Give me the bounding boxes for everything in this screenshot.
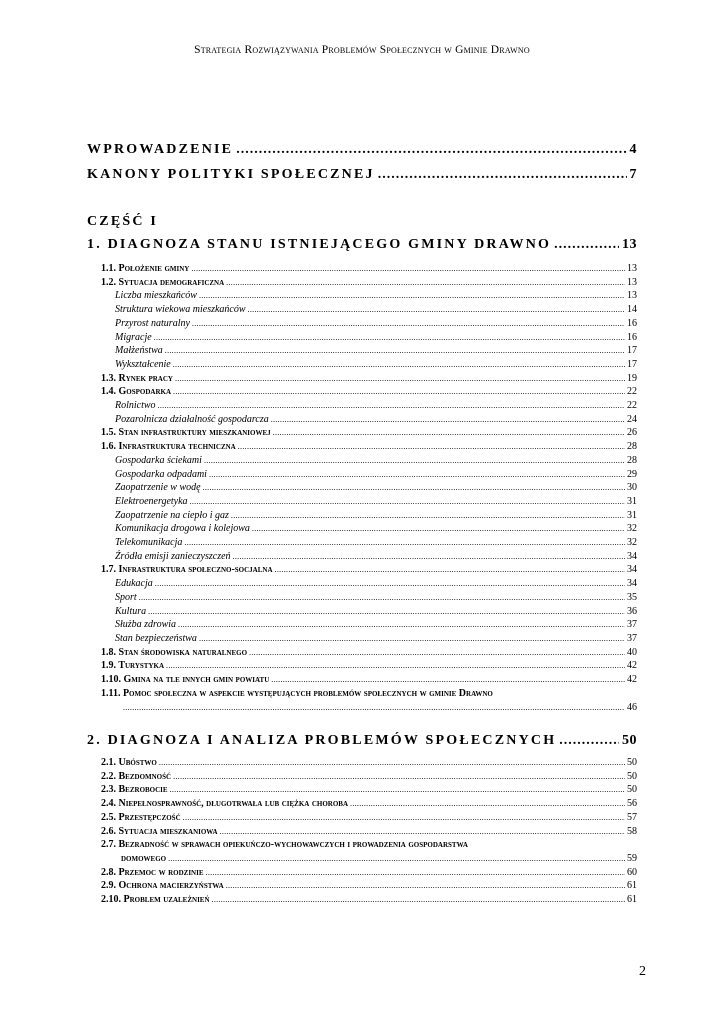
dot-leader [226,276,625,290]
toc-subentry[interactable] [101,605,637,619]
toc-subentry[interactable] [101,591,637,605]
dot-leader [273,426,625,440]
toc-subentry[interactable] [101,536,637,550]
toc-entry-label: 1.1. Położenie gminy [101,263,190,274]
toc-page-number: 24 [627,413,637,425]
toc-page-number: 42 [627,660,637,672]
toc-page-number: 61 [627,880,637,892]
toc-page-number: 46 [627,701,637,713]
dot-leader [559,733,619,749]
toc-page-number: 16 [627,317,637,329]
toc-entry-label: Komunikacja drogowa i kolejowa [115,523,250,535]
toc-entry-label: Zaopatrzenie na ciepło i gaz [115,509,229,521]
toc-entry-label: Stan bezpieczeństwa [115,632,197,644]
toc-subentry[interactable] [101,468,637,482]
toc-page-number: 50 [622,733,637,748]
toc-page-number: 34 [627,578,637,590]
dot-leader [166,659,625,673]
toc-subentry[interactable] [101,577,637,591]
dot-leader [170,783,625,797]
toc-subentry[interactable] [101,317,637,331]
dot-leader [190,495,625,509]
toc-subentry[interactable] [101,289,637,303]
dot-leader [159,756,625,770]
toc-entry-label: Telekomunikacja [115,537,183,549]
toc-page-number: 61 [627,894,637,906]
toc-entry-label: 1.5. Stan infrastruktury mieszkaniowej [101,427,271,439]
toc-entry-label: Gospodarka ściekami [115,454,202,466]
dot-leader [212,893,625,907]
dot-leader [233,550,625,564]
dot-leader [271,673,625,687]
toc-entry-label: Pozarolnicza działalność gospodarcza [115,413,269,425]
toc-entry[interactable] [101,893,637,907]
toc-page-number: 50 [627,770,637,782]
toc-entry-label: 1.2. Sytuacja demograficzna [101,276,225,288]
dot-leader [199,289,625,303]
toc-entry-label: 1.8. Stan środowiska naturalnego [101,646,248,658]
dot-leader [183,811,625,825]
toc-entry-label: 2.5. Przestępczość [101,811,181,823]
toc-entry-label: 2.3. Bezrobocie [101,784,168,796]
dot-leader [178,618,625,632]
toc-entry-label: Edukacja [115,578,153,590]
dot-leader [220,825,625,839]
dot-leader [236,142,626,158]
toc-entry-label: Kultura [115,605,147,617]
dot-leader [192,317,625,331]
dot-leader [378,167,627,183]
dot-leader [173,385,625,399]
dot-leader [191,262,625,276]
toc-page-number: 30 [627,482,637,494]
toc-subentry[interactable] [101,303,637,317]
toc-entry-label: Sport [115,591,137,603]
toc-page-number: 32 [627,537,637,549]
toc-entry-label: Migracje [115,331,152,343]
dot-leader [206,866,625,880]
dot-leader [203,481,625,495]
toc-list-section-1 [101,262,637,714]
toc-subentry[interactable] [101,344,637,358]
dot-leader [123,701,625,715]
toc-subentry[interactable] [101,413,637,427]
toc-entry-label: Źródła emisji zanieczyszczeń [115,550,231,562]
toc-entry-label: 1.10. Gmina na tle innych gmin powiatu [101,674,270,686]
toc-subentry[interactable] [101,550,637,564]
toc-page-number: 22 [627,400,637,412]
dot-leader [252,522,625,536]
toc-entry[interactable] [101,687,637,714]
toc-page-number: 13 [627,290,637,302]
toc-entry[interactable] [101,811,637,825]
dot-leader [554,237,619,253]
toc-entry-label: 1.4. Gospodarka [101,386,172,398]
toc-page-number: 42 [627,674,637,686]
toc-entry-label: 2.1. Ubóstwo [101,757,157,768]
toc-entry-label: Elektroenergetyka [115,495,188,507]
toc-section-label: 1. DIAGNOZA STANU ISTNIEJĄCEGO GMINY DRAWNO [87,237,552,252]
toc-entry[interactable] [101,563,637,577]
toc-subentry[interactable] [101,399,637,413]
toc-entry[interactable] [101,426,637,440]
toc-entry-label: 2.7. Bezradność w sprawach opiekuńczo-wychowawczych i prowadzenia gospodarstwa [101,839,468,851]
toc-page-number: 16 [627,331,637,343]
dot-leader [209,468,625,482]
toc-page-number: 35 [627,591,637,603]
dot-leader [155,577,625,591]
dot-leader [173,358,625,372]
toc-page-number: 34 [627,550,637,562]
toc-page-number: 28 [627,441,637,453]
dot-leader [148,605,625,619]
toc-entry[interactable] [101,879,637,893]
toc-page-number: 14 [627,304,637,316]
toc-entry[interactable] [101,838,637,865]
toc-subentry[interactable] [101,618,637,632]
toc-entry-label: Zaopatrzenie w wodę [115,482,201,494]
toc-page-number: 59 [627,852,637,864]
dot-leader [226,879,625,893]
toc-entry-label: 1.3. Rynek pracy [101,372,173,384]
toc-entry-label: 2.9. Ochrona macierzyństwa [101,880,224,892]
toc-page-number: 7 [629,167,637,182]
toc-entry-continuation [101,852,637,866]
toc-entry-label: domowego [121,852,167,864]
toc-page-number: 31 [627,509,637,521]
toc-page-number: 60 [627,866,637,878]
toc-entry[interactable] [101,276,637,290]
toc-page-number: 57 [627,811,637,823]
toc-page-number: 56 [627,798,637,810]
toc-entry-label: 2.8. Przemoc w rodzinie [101,866,204,878]
toc-page-number: 26 [627,427,637,439]
toc-entry-label: KANONY POLITYKI SPOŁECZNEJ [87,167,375,182]
dot-leader [168,852,625,866]
toc-page-number: 50 [627,757,637,768]
toc-entry[interactable] [101,646,637,660]
toc-entry-label: 1.6. Infrastruktura techniczna [101,441,236,453]
toc-entry[interactable] [101,756,637,770]
toc-entry-label: 2.2. Bezdomność [101,770,172,782]
toc-entry-introduction[interactable] [87,142,637,158]
toc-entry[interactable] [101,797,637,811]
toc-entry-label: 2.10. Problem uzależnień [101,894,210,906]
toc-page-number: 28 [627,454,637,466]
toc-subentry[interactable] [101,632,637,646]
toc-page-number: 17 [627,345,637,357]
toc-section-label: 2. DIAGNOZA I ANALIZA PROBLEMÓW SPOŁECZNYCH [87,733,557,748]
toc-subentry[interactable] [101,509,637,523]
dot-leader [238,440,625,454]
dot-leader [139,591,625,605]
toc-page-number: 37 [627,632,637,644]
dot-leader [231,509,625,523]
toc-page-number: 13 [627,263,637,274]
toc-page-number: 31 [627,495,637,507]
toc-subentry[interactable] [101,331,637,345]
dot-leader [271,413,625,427]
toc-page-number: 37 [627,619,637,631]
dot-leader [350,797,625,811]
dot-leader [165,344,625,358]
toc-entry-label: 1.11. Pomoc społeczna w aspekcie występujących problemów społecznych w gminie Drawno [101,687,493,699]
dot-leader [248,303,625,317]
toc-entry-label: Gospodarka odpadami [115,468,207,480]
toc-section-1[interactable] [87,237,637,253]
toc-page-number: 34 [627,564,637,576]
toc-entry-label: 2.4. Niepełnosprawność, długotrwała lub ciężka choroba [101,798,349,810]
toc-entry-label: Liczba mieszkańców [115,290,197,302]
toc-list-section-2 [101,756,637,907]
toc-entry[interactable] [101,385,637,399]
toc-page-number: 32 [627,523,637,535]
dot-leader [154,331,625,345]
toc-entry[interactable] [101,262,637,276]
dot-leader [158,399,625,413]
toc-entry[interactable] [101,783,637,797]
toc-entry-label: WPROWADZENIE [87,142,234,157]
toc-subentry[interactable] [101,358,637,372]
toc-entry-label: 2.6. Sytuacja mieszkaniowa [101,825,218,837]
toc-entry-label: Służba zdrowia [115,619,177,631]
toc-entry-label: Przyrost naturalny [115,317,190,329]
toc-subentry[interactable] [101,495,637,509]
running-header: Strategia Rozwiązywania Problemów Społecznych w Gminie Drawno [194,44,530,56]
toc-subentry[interactable] [101,522,637,536]
toc-entry[interactable] [101,825,637,839]
dot-leader [184,536,625,550]
toc-page-number: 29 [627,468,637,480]
toc-entry[interactable] [101,770,637,784]
toc-page-number: 17 [627,358,637,370]
page-number: 2 [639,964,646,979]
toc-page-number: 22 [627,386,637,398]
toc-entry-label: Rolnictwo [115,400,156,412]
toc-entry[interactable] [101,659,637,673]
toc-page-number: 19 [627,372,637,384]
part-heading: CZĘŚĆ I [87,214,159,229]
toc-page-number: 4 [629,142,637,157]
toc-entry[interactable] [101,866,637,880]
toc-subentry[interactable] [101,454,637,468]
toc-entry-label: Małżeństwa [115,345,163,357]
toc-section-2[interactable] [87,733,637,749]
toc-entry-continuation [101,701,637,715]
dot-leader [173,770,625,784]
toc-entry-label: 1.7. Infrastruktura społeczno-socjalna [101,564,273,576]
toc-entry-label: Struktura wiekowa mieszkańców [115,304,246,316]
dot-leader [204,454,625,468]
dot-leader [249,646,625,660]
toc-entry-label: 1.9. Turystyka [101,660,165,672]
toc-page-number: 40 [627,646,637,658]
toc-entry[interactable] [101,372,637,386]
toc-page-number: 36 [627,605,637,617]
toc-subentry[interactable] [101,481,637,495]
dot-leader [175,372,625,386]
dot-leader [275,563,625,577]
toc-page-number: 13 [627,276,637,288]
toc-entry-label: Wykształcenie [115,358,171,370]
dot-leader [199,632,625,646]
toc-entry-social-policy-canons[interactable] [87,167,637,183]
toc-entry[interactable] [101,440,637,454]
toc-page-number: 50 [627,784,637,796]
toc-page-number: 58 [627,825,637,837]
toc-page-number: 13 [622,237,637,252]
toc-entry[interactable] [101,673,637,687]
